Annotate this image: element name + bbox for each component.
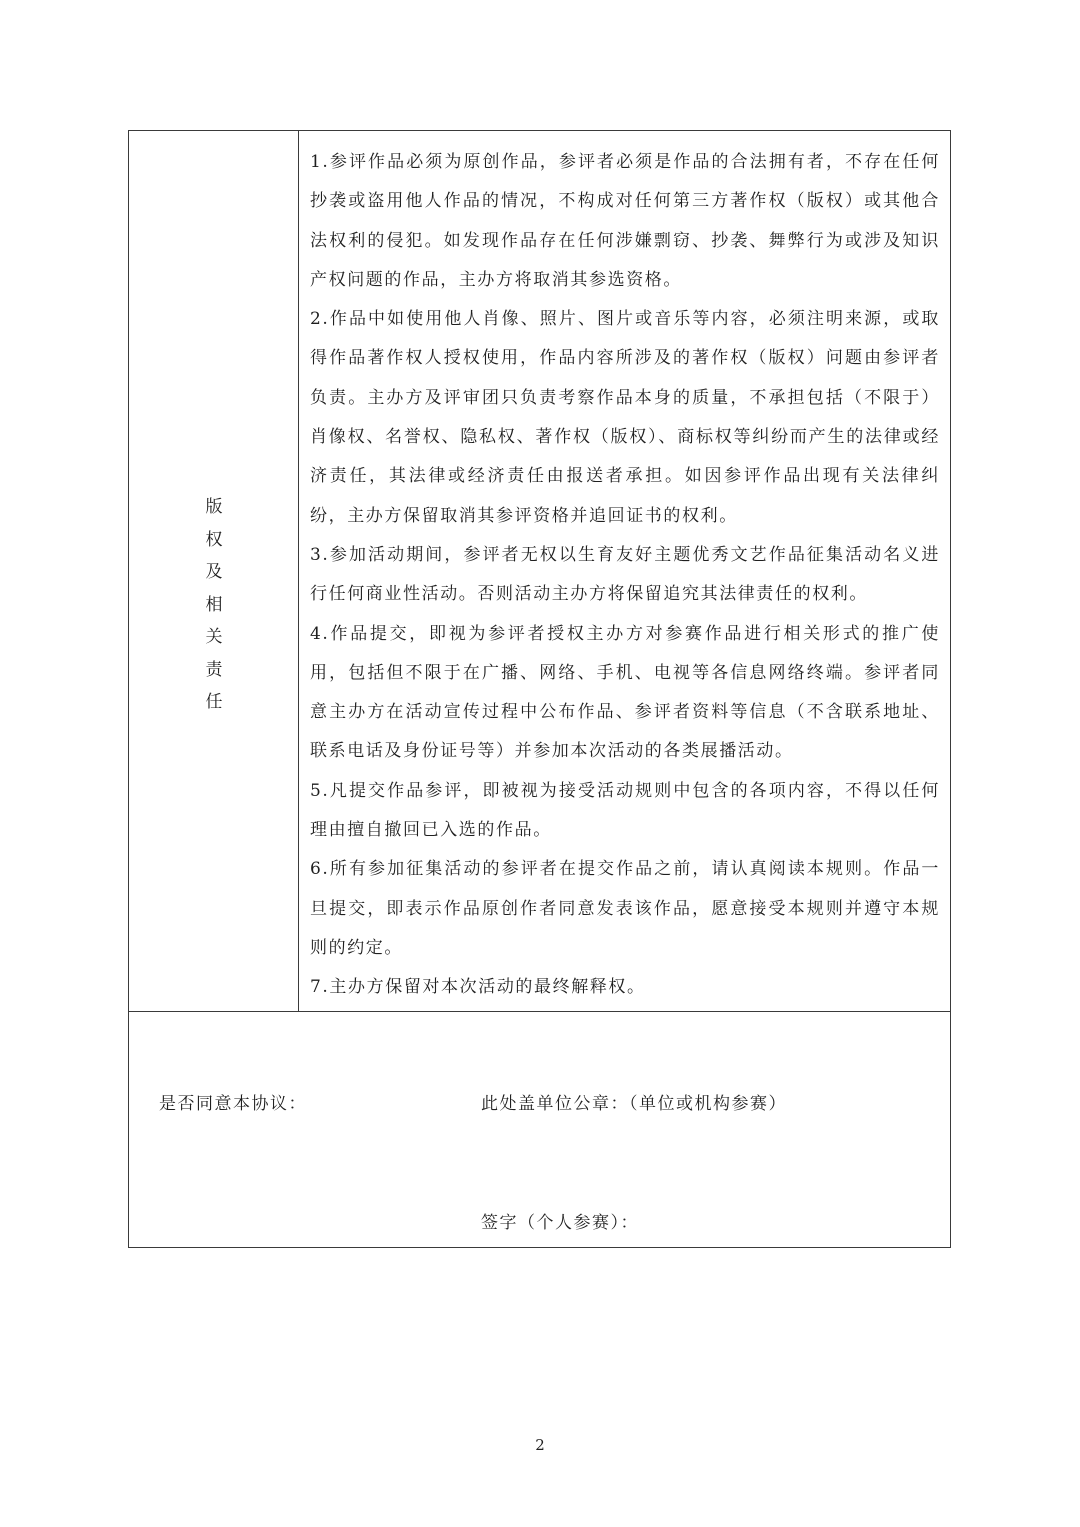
clause-7: 7.主办方保留对本次活动的最终解释权。 (310, 977, 646, 998)
seal-label: 此处盖单位公章：（单位或机构参赛） (481, 1094, 787, 1114)
signature-label: 签字（个人参赛）： (481, 1213, 639, 1233)
section-label-char: 及 (205, 562, 223, 582)
page-number: 2 (535, 1436, 545, 1454)
section-label-char: 版 (205, 497, 223, 517)
section-label-char: 关 (205, 627, 223, 647)
clause-3: 3.参加活动期间，参评者无权以生育友好主题优秀文艺作品征集活动名义进行任何商业性活动。否则活动主办方将保留追究其法律责任的权利。 (310, 544, 940, 605)
section-label-char: 责 (205, 659, 223, 680)
agreement-table (128, 130, 951, 1248)
clauses-cell (299, 131, 950, 1011)
section-label-char: 权 (205, 529, 223, 550)
signature-row (129, 1011, 950, 1248)
copyright-row (129, 131, 950, 1011)
clause-1: 1.参评作品必须为原创作品，参评者必须是作品的合法拥有者，不存在任何抄袭或盗用他人作品的情况，不构成对任何第三方著作权（版权）或其他合法权利的侵犯。如发现作品存在任何涉嫌剽窃、抄袭、舞弊行为或涉及知识产权问题的作品，主办方将取消其参选资格。 (310, 152, 940, 290)
clause-4: 4.作品提交，即视为参评者授权主办方对参赛作品进行相关形式的推广使用，包括但不限于在广播、网络、手机、电视等各信息网络终端。参评者同意主办方在活动宣传过程中公布作品、参评者资料等信息（不含联系地址、联系电话及身份证号等）并参加本次活动的各类展播活动。 (310, 623, 940, 762)
clause-5: 5.凡提交作品参评，即被视为接受活动规则中包含的各项内容，不得以任何理由擅自撤回已入选的作品。 (310, 780, 940, 841)
section-label-cell (129, 131, 299, 1011)
clause-2: 2.作品中如使用他人肖像、照片、图片或音乐等内容，必须注明来源，或取得作品著作权人授权使用，作品内容所涉及的著作权（版权）问题由参评者负责。主办方及评审团只负责考察作品本身的质量，不承担包括（不限于）肖像权、名誉权、隐私权、著作权（版权）、商标权等纠纷而产生的法律或经济责任，其法律或经济责任由报送者承担。如因参评作品出现有关法律纠纷，主办方保留取消其参评资格并追回证书的权利。 (310, 309, 940, 526)
clause-6: 6.所有参加征集活动的参评者在提交作品之前，请认真阅读本规则。作品一旦提交，即表示作品原创作者同意发表该作品，愿意接受本规则并遵守本规则的约定。 (310, 859, 940, 958)
consent-label: 是否同意本协议： (159, 1094, 307, 1114)
section-label-char: 相 (205, 594, 223, 615)
section-label-char: 任 (205, 692, 223, 712)
section-label-vertical (199, 491, 229, 719)
